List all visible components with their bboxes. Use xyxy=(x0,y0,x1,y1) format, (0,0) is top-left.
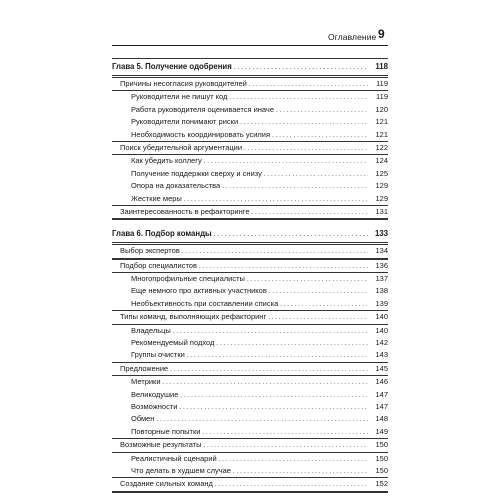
toc-subsection-title: Необъективность при составлении списка xyxy=(131,298,279,308)
running-header-title: Оглавление xyxy=(328,32,377,42)
toc-section xyxy=(112,439,388,452)
toc-chapter-section xyxy=(112,58,388,220)
toc-subsection xyxy=(112,91,388,103)
toc-chapter xyxy=(112,226,388,243)
toc-subsection-page: 138 xyxy=(372,285,388,297)
toc-chapter-page: 118 xyxy=(372,59,388,75)
toc-section xyxy=(112,78,388,91)
toc-subsection xyxy=(112,155,388,167)
toc-section-page: 136 xyxy=(372,260,388,272)
toc-subsection-title: Рекомендуемый подход xyxy=(131,338,215,348)
toc-subsection-page: 121 xyxy=(372,129,388,141)
toc-subsection-title: Необходимость координировать усилия xyxy=(131,129,271,139)
toc-section-page: 119 xyxy=(373,78,388,90)
toc-subsection-page: 120 xyxy=(372,104,388,116)
toc-subsection-title: Опора на доказательства xyxy=(131,181,221,191)
toc-subsection-page: 143 xyxy=(372,349,388,361)
toc-section-block xyxy=(112,477,388,491)
toc-subsection xyxy=(112,413,388,425)
page-number: 9 xyxy=(378,27,385,41)
toc-subsection xyxy=(112,401,388,413)
toc-subsection-title: Жесткие меры xyxy=(131,193,182,203)
toc-subsection-title: Великодушие xyxy=(131,389,179,399)
toc-subsection xyxy=(112,285,388,297)
toc-subsection-title: Группы очистки xyxy=(131,350,185,360)
table-of-contents xyxy=(112,58,388,493)
toc-subsection xyxy=(112,116,388,128)
toc-subsection-page: 150 xyxy=(372,453,388,465)
toc-subsection xyxy=(112,104,388,116)
toc-subsection-title: Что делать в худшем случае xyxy=(131,465,231,475)
toc-section-block xyxy=(112,438,388,477)
toc-section-block xyxy=(112,362,388,438)
toc-section-title: Подбор специалистов xyxy=(120,260,197,270)
toc-subsection xyxy=(112,180,388,192)
toc-subsection xyxy=(112,193,388,205)
toc-subsection-page: 146 xyxy=(372,376,388,388)
toc-section-block xyxy=(112,259,388,311)
toc-section-block xyxy=(112,77,388,141)
toc-section-page: 122 xyxy=(372,142,388,154)
toc-subsection xyxy=(112,349,388,361)
toc-subsection-title: Метрики xyxy=(131,377,161,387)
toc-subsection xyxy=(112,129,388,141)
toc-subsection-page: 150 xyxy=(372,465,388,477)
toc-section xyxy=(112,245,388,258)
toc-subsection-page: 139 xyxy=(372,298,388,310)
toc-subsection-page: 129 xyxy=(372,193,388,205)
toc-section-block xyxy=(112,310,388,362)
toc-subsection-page: 119 xyxy=(373,91,388,103)
toc-subsection xyxy=(112,337,388,349)
toc-subsection-title: Обмен xyxy=(131,414,155,424)
toc-subsection-page: 148 xyxy=(372,413,388,425)
toc-subsection-page: 147 xyxy=(372,389,388,401)
toc-chapter-title: Глава 5. Получение одобрения xyxy=(112,62,232,71)
toc-section-title: Заинтересованность в рефакторинге xyxy=(120,206,250,216)
toc-subsection-title: Реалистичный сценарий xyxy=(131,453,217,463)
toc-subsection-title: Работа руководителя оценивается иначе xyxy=(131,104,275,114)
toc-subsection-page: 142 xyxy=(372,337,388,349)
toc-subsection xyxy=(112,273,388,285)
toc-section xyxy=(112,206,388,219)
running-header xyxy=(0,26,500,46)
toc-section xyxy=(112,478,388,491)
toc-subsection-page: 140 xyxy=(372,325,388,337)
header-rule xyxy=(112,45,388,46)
toc-section-block xyxy=(112,244,388,258)
toc-section xyxy=(112,311,388,324)
toc-subsection xyxy=(112,426,388,438)
toc-chapter-title: Глава 6. Подбор команды xyxy=(112,229,212,239)
toc-subsection-title: Возможности xyxy=(131,401,178,411)
toc-subsection-title: Руководители не пишут код xyxy=(131,92,228,102)
toc-subsection xyxy=(112,168,388,180)
toc-section-page: 152 xyxy=(372,478,388,490)
toc-subsection-page: 137 xyxy=(372,273,388,285)
toc-subsection-title: Руководители понимают риски xyxy=(131,117,239,127)
toc-chapter xyxy=(112,59,388,76)
toc-subsection-title: Еще немного про активных участников xyxy=(131,286,267,296)
toc-chapter-section xyxy=(112,226,388,492)
toc-subsection-title: Получение поддержки сверху и снизу xyxy=(131,168,262,178)
toc-section-title: Поиск убедительной аргументации xyxy=(120,142,243,152)
toc-chapter-page: 133 xyxy=(372,226,388,242)
toc-section-page: 150 xyxy=(372,439,388,451)
toc-subsection-title: Повторные попытки xyxy=(131,426,201,436)
toc-section xyxy=(112,142,388,155)
toc-section-title: Возможные результаты xyxy=(120,440,202,450)
toc-subsection-page: 129 xyxy=(372,180,388,192)
toc-subsection xyxy=(112,376,388,388)
toc-section-page: 131 xyxy=(372,206,388,218)
toc-section-title: Типы команд, выполняющих рефакторинг xyxy=(120,312,267,322)
toc-section-title: Причины несогласия руководителей xyxy=(120,79,247,88)
toc-section xyxy=(112,260,388,273)
toc-subsection-page: 147 xyxy=(372,401,388,413)
toc-section-block xyxy=(112,205,388,219)
toc-section-page: 140 xyxy=(372,311,388,323)
toc-section xyxy=(112,363,388,376)
toc-section-page: 134 xyxy=(372,245,388,257)
toc-section-title: Предложение xyxy=(120,363,169,373)
toc-subsection-page: 121 xyxy=(372,116,388,128)
toc-subsection xyxy=(112,298,388,310)
toc-subsection-page: 149 xyxy=(372,426,388,438)
toc-subsection-title: Многопрофильные специалисты xyxy=(131,274,245,284)
toc-subsection xyxy=(112,325,388,337)
toc-section-page: 145 xyxy=(372,363,388,375)
toc-subsection-page: 125 xyxy=(372,168,388,180)
toc-subsection-title: Владельцы xyxy=(131,325,171,335)
toc-subsection-page: 124 xyxy=(372,155,388,167)
toc-section-title: Создание сильных команд xyxy=(120,479,213,489)
toc-subsection xyxy=(112,465,388,477)
toc-subsection xyxy=(112,389,388,401)
toc-subsection xyxy=(112,453,388,465)
toc-section-block xyxy=(112,141,388,205)
toc-subsection-title: Как убедить коллегу xyxy=(131,156,202,166)
toc-section-title: Выбор экспертов xyxy=(120,246,180,256)
